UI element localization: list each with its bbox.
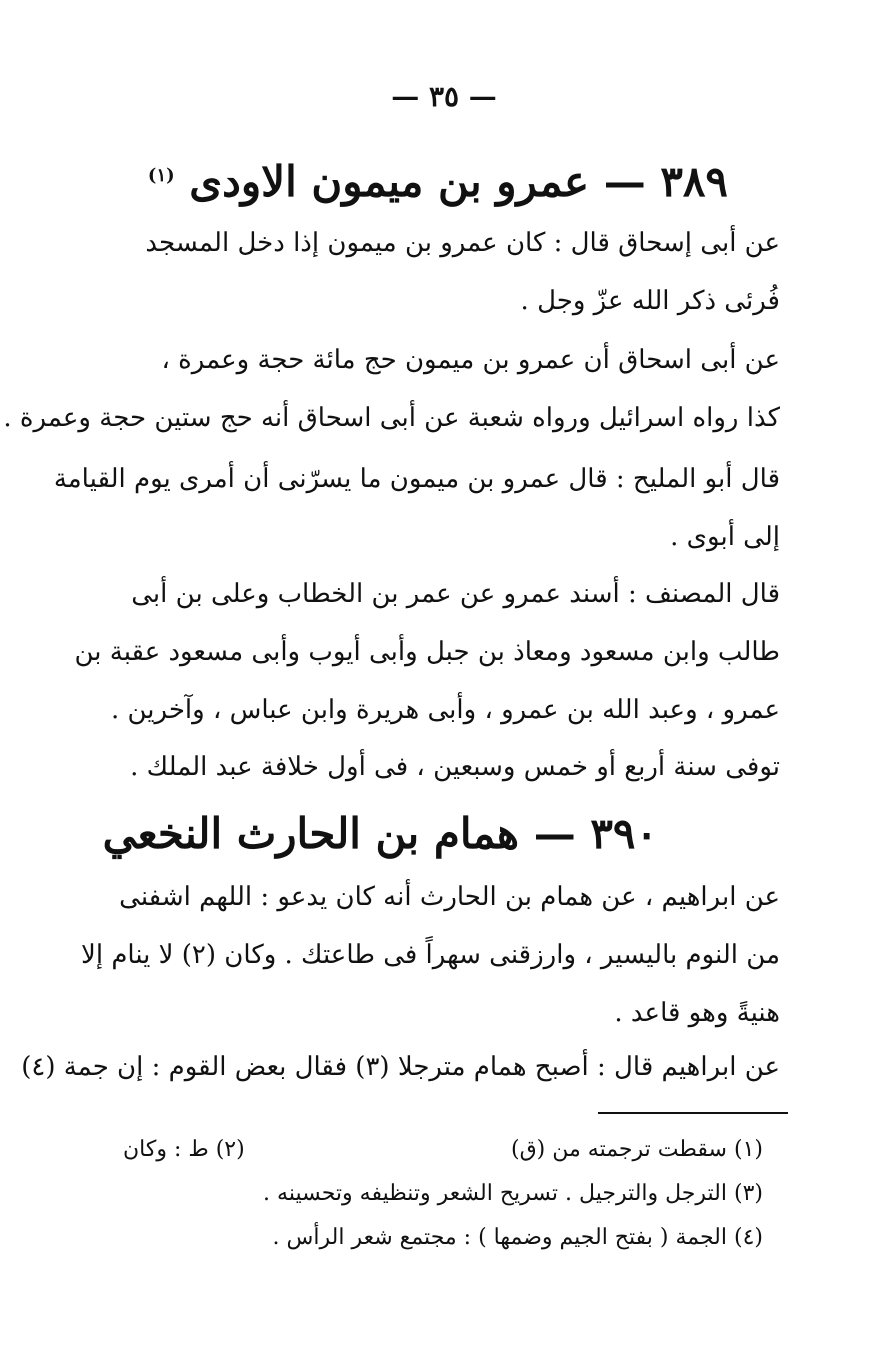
text-line: عن أبى إسحاق قال : كان عمرو بن ميمون إذا دخل المسجد: [145, 228, 780, 258]
text-line: عن أبى اسحاق أن عمرو بن ميمون حج مائة حجة وعمرة ،: [161, 345, 780, 375]
text-line: كذا رواه اسرائيل ورواه شعبة عن أبى اسحاق أنه حج ستين حجة وعمرة .: [3, 403, 780, 433]
text-line: هنيةً وهو قاعد .: [614, 998, 780, 1028]
footnote-divider: [598, 1112, 788, 1114]
text-line: من النوم باليسير ، وارزقنى سهراً فى طاعتك . وكان (٢) لا ينام إلا: [81, 940, 780, 970]
paragraph-abu-ishaq-mosque: [120, 214, 780, 330]
footnotes: [123, 1128, 763, 1260]
text-line: قال أبو المليح : قال عمرو بن ميمون ما يسرّنى أن أمرى يوم القيامة: [53, 464, 780, 494]
paragraph-abu-al-malih: [53, 450, 780, 566]
footnote-row: [123, 1128, 763, 1172]
heading-footnote-ref: (١): [147, 165, 175, 186]
text-line: عن ابراهيم ، عن همام بن الحارث أنه كان يدعو : اللهم اشفنى: [119, 882, 780, 912]
paragraph-hammam-hair: عن ابراهيم قال : أصبح همام مترجلا (٣) فقال بعض القوم : إن جمة (٤): [21, 1052, 780, 1082]
text-line: إلى أبوى .: [670, 522, 780, 552]
paragraph-hundred-hajj: [3, 331, 780, 447]
footnote-3: (٣) الترجل والترجيل . تسريح الشعر وتنظيفه وتحسينه .: [263, 1181, 763, 1206]
entry-heading-389: [128, 150, 728, 208]
paragraph-death-date: توفى سنة أربع أو خمس وسبعين ، فى أول خلافة عبد الملك .: [130, 752, 780, 782]
entry-heading-390: ٣٩٠ — همام بن الحارث النخعي: [102, 809, 658, 858]
footnote-1: (١) سقطت ترجمته من (ق): [511, 1137, 763, 1162]
footnote-4: (٤) الجمة ( بفتح الجيم وضمها ) : مجتمع شعر الرأس .: [272, 1225, 763, 1250]
paragraph-hammam-prayer: [81, 868, 780, 1042]
entry-heading-389-text: ٣٨٩ — عمرو بن ميمون الاودى: [189, 157, 728, 206]
page-number: — ٣٥ —: [391, 80, 497, 113]
paragraph-author-narrations: [74, 565, 780, 739]
text-line: فُرئى ذكر الله عزّ وجل .: [520, 286, 780, 316]
text-line: قال المصنف : أسند عمرو عن عمر بن الخطاب وعلى بن أبى: [131, 579, 780, 609]
footnote-2: (٢) ط : وكان: [123, 1137, 245, 1162]
text-line: عمرو ، وعبد الله بن عمرو ، وأبى هريرة وابن عباس ، وآخرين .: [110, 695, 780, 725]
text-line: طالب وابن مسعود ومعاذ بن جبل وأبى أيوب وأبى مسعود عقبة بن: [74, 637, 780, 667]
